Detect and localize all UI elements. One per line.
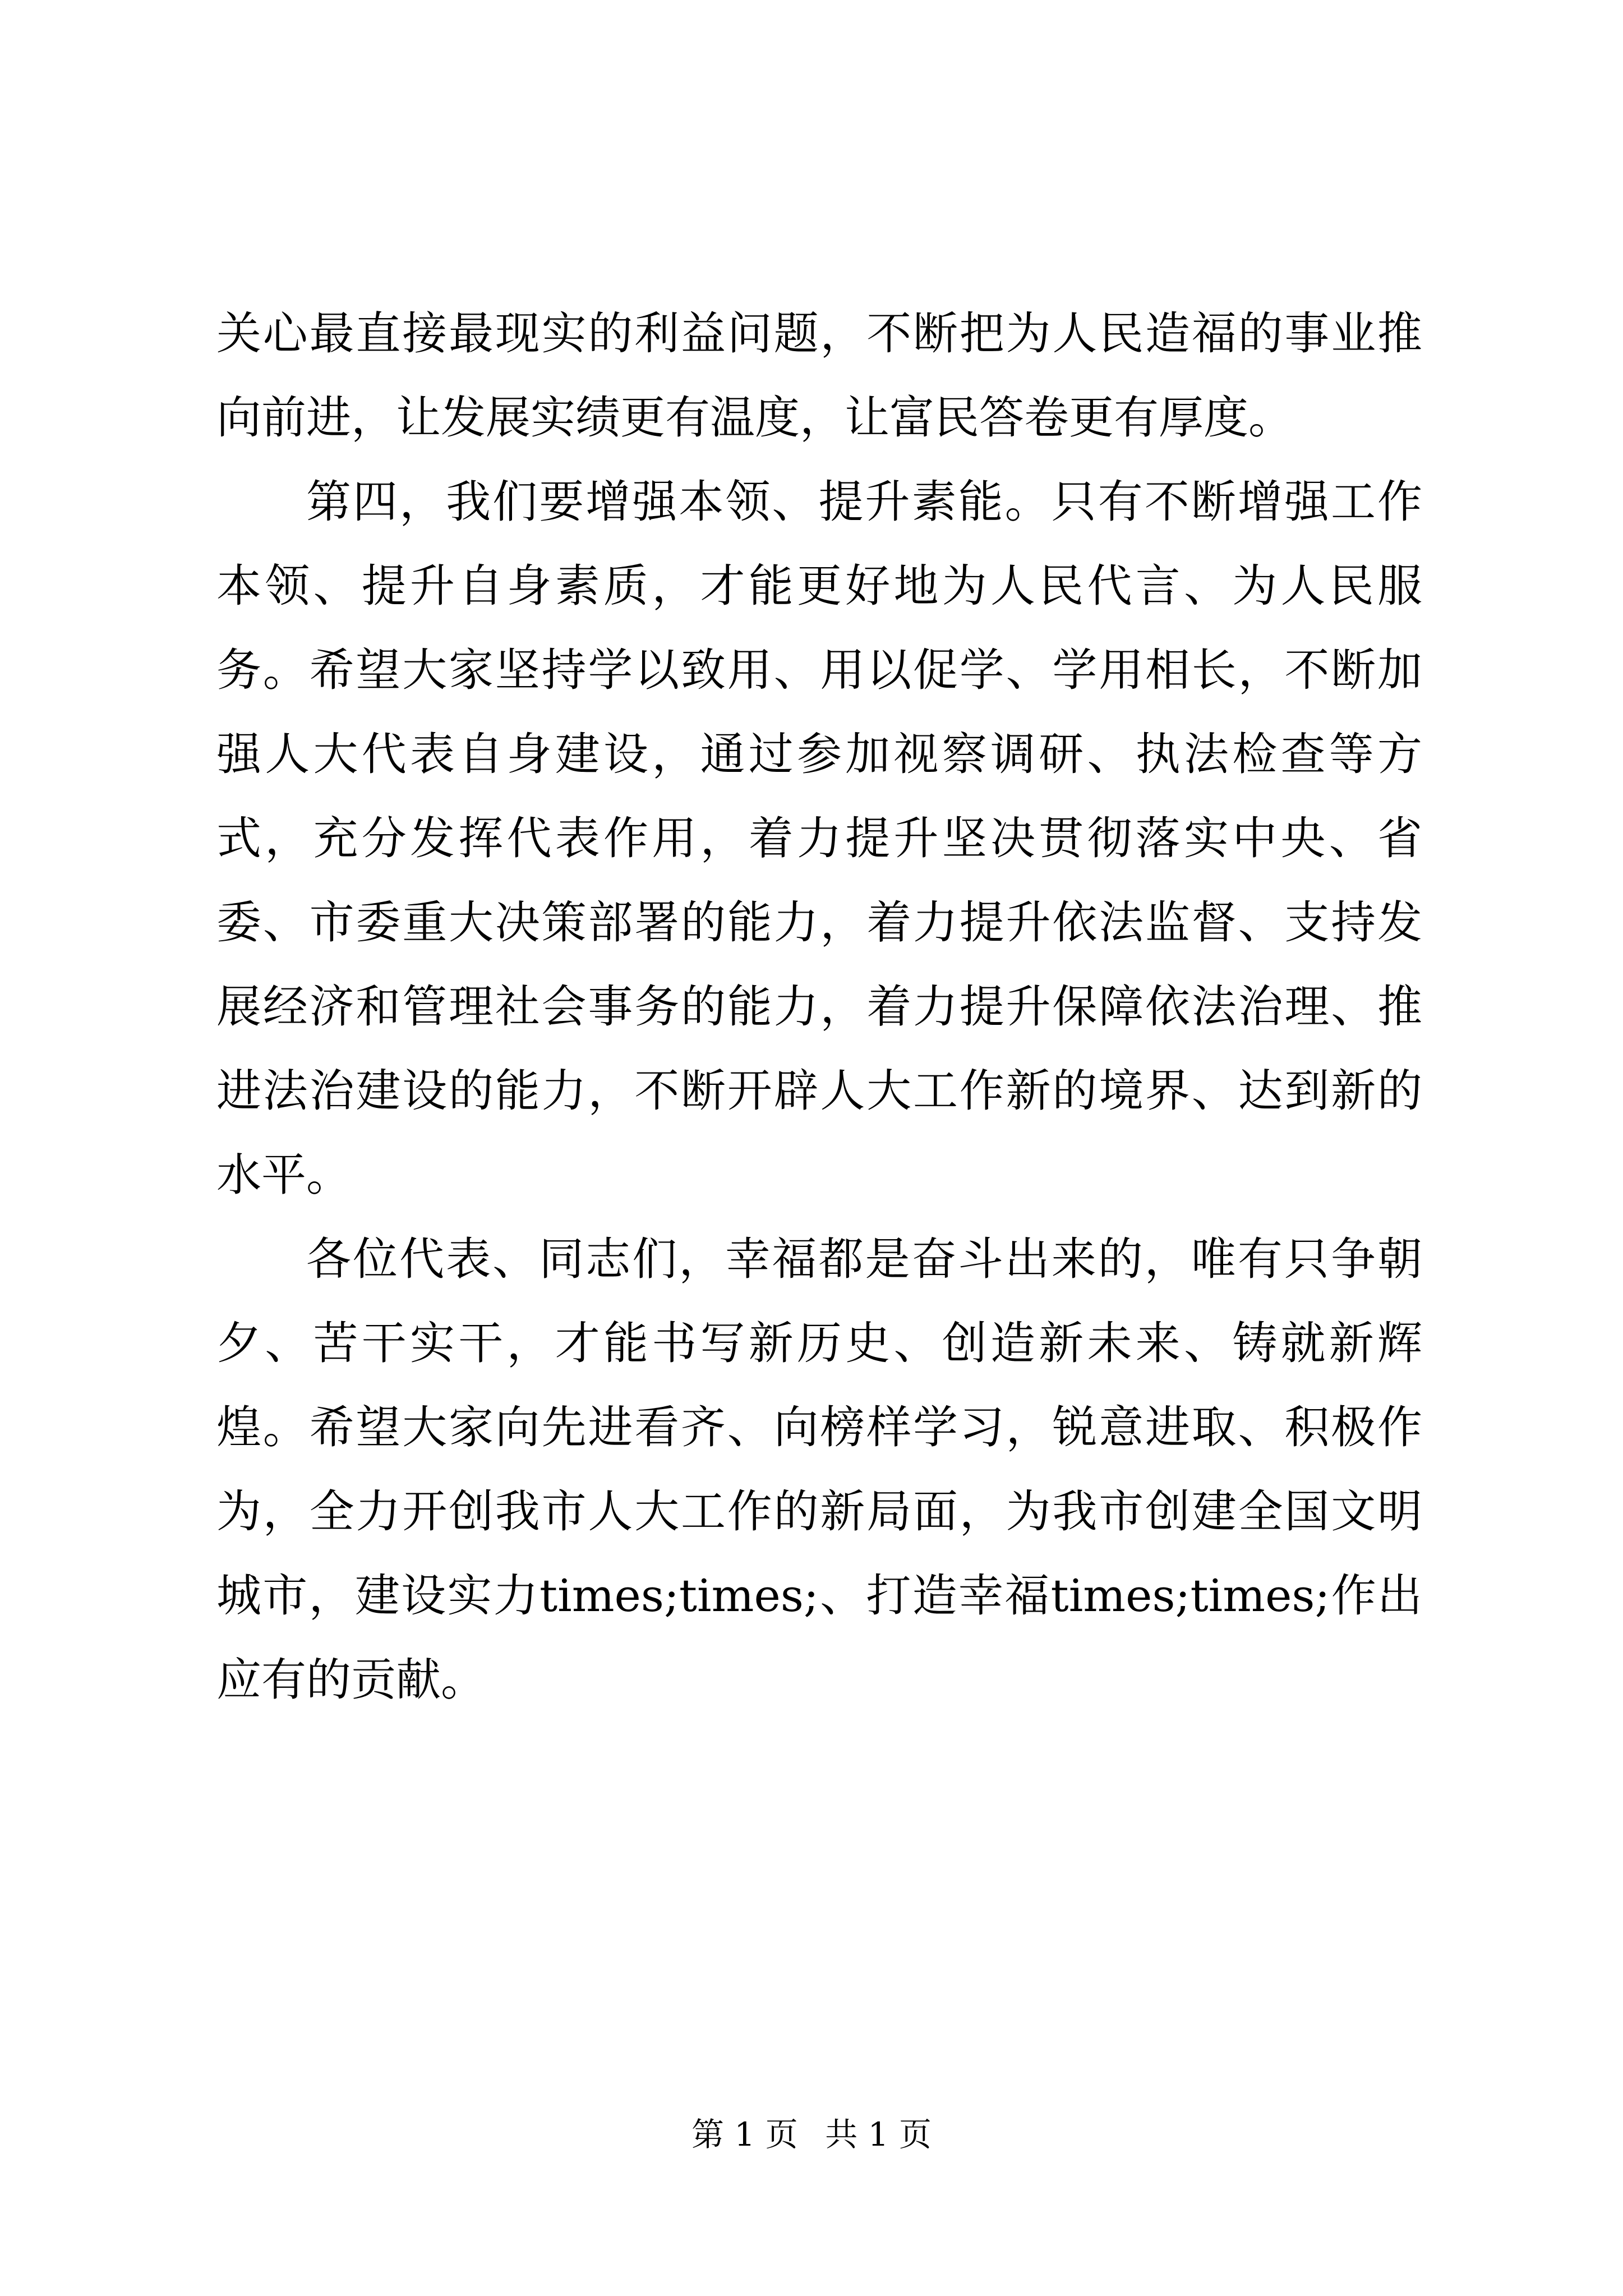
paragraph-fourth-point: 第四，我们要增强本领、提升素能。只有不断增强工作本领、提升自身素质，才能更好地为人民代言、为人民服务。希望大家坚持学以致用、用以促学、学用相长，不断加强人大代表自身建设，通过参加视察调研、执法检查等方式，充分发挥代表作用，着力提升坚决贯彻落实中央、省委、市委重大决策部署的能力，着力提升依法监督、支持发展经济和管理社会事务的能力，着力提升保障依法治理、推进法治建设的能力，不断开辟人大工作新的境界、达到新的水平。 [216, 476, 1422, 1201]
paragraph-continued: 关心最直接最现实的利益问题，不断把为人民造福的事业推向前进，让发展实绩更有温度，让富民答卷更有厚度。 [216, 307, 1422, 444]
paragraph-closing: 各位代表、同志们，幸福都是奋斗出来的，唯有只争朝夕、苦干实干，才能书写新历史、创造新未来、铸就新辉煌。希望大家向先进看齐、向榜样学习，锐意进取、积极作为，全力开创我市人大工作的新局面，为我市创建全国文明城市，建设实力times;times;、打造幸福times;times;作出应有的贡献。 [216, 1233, 1422, 1706]
page-footer [0, 2115, 1623, 2154]
document-body [216, 292, 1422, 1722]
page-number: 第 1 页 [691, 2115, 798, 2154]
page-total: 共 1 页 [825, 2115, 932, 2154]
